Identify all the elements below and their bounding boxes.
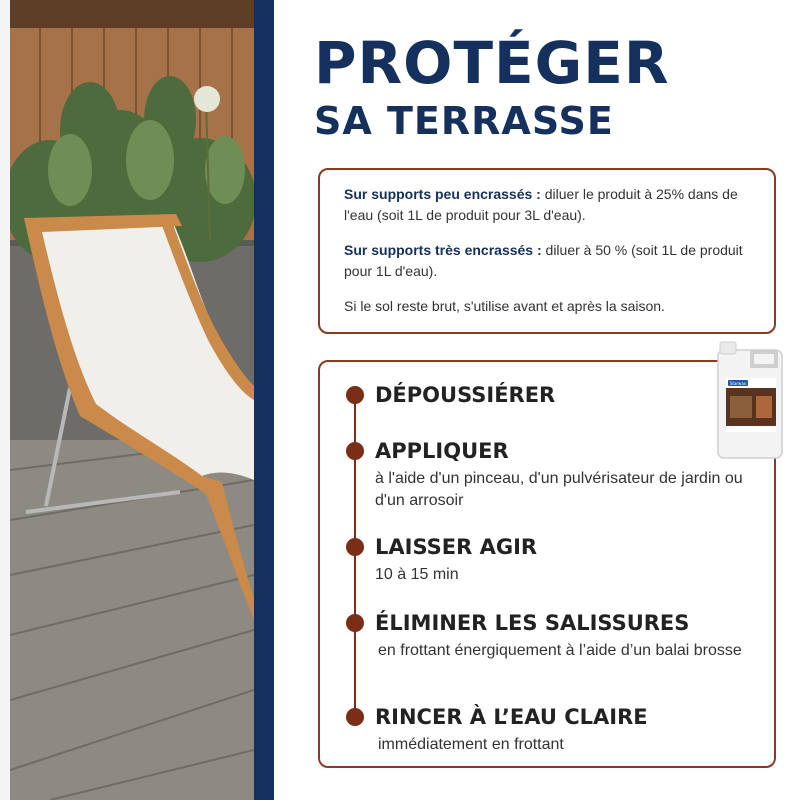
dilution-info-box <box>318 168 776 334</box>
step-bullet-icon <box>346 538 364 556</box>
terrace-chair-illustration <box>10 0 254 800</box>
product-jerrycan-image <box>712 338 786 460</box>
terrace-chair-photo <box>10 0 254 800</box>
navy-divider-band <box>254 0 274 800</box>
step-description: en frottant énergiquement à l’aide d’un balai brosse <box>378 642 742 659</box>
step-description: 10 à 15 min <box>375 566 459 583</box>
page-title <box>314 29 670 143</box>
step-title: APPLIQUER <box>375 439 509 463</box>
step-bullet-icon <box>346 442 364 460</box>
step-description: immédiatement en frottant <box>378 736 564 753</box>
product-brand-label: Starwax <box>729 381 747 386</box>
info-paragraph-season: Si le sol reste brut, s'utilise avant et après la saison. <box>344 298 665 314</box>
info-light-label: Sur supports peu encrassés : <box>344 186 541 202</box>
info-light-text: diluer le produit à 25% dans de l'eau (soit 1L de produit pour 3L d'eau). <box>344 186 738 223</box>
info-heavy-label: Sur supports très encrassés : <box>344 242 542 258</box>
title-line-2: SA TERRASSE <box>314 99 614 143</box>
info-heavy-text: diluer à 50 % (soit 1L de produit pour 1L d'eau). <box>344 242 743 279</box>
info-paragraph-light <box>344 184 754 226</box>
step-bullet-icon <box>346 614 364 632</box>
step-title: DÉPOUSSIÉRER <box>375 383 556 407</box>
step-title: LAISSER AGIR <box>375 535 538 559</box>
step-bullet-icon <box>346 386 364 404</box>
step-title: RINCER À L’EAU CLAIRE <box>375 705 648 729</box>
step-description: à l'aide d'un pinceau, d'un pulvérisateur de jardin ou d'un arrosoir <box>375 470 743 509</box>
step-bullet-icon <box>346 708 364 726</box>
jerrycan-icon <box>712 338 786 460</box>
step-title: ÉLIMINER LES SALISSURES <box>375 611 690 635</box>
info-paragraph-heavy <box>344 240 754 282</box>
title-line-1: PROTÉGER <box>314 29 670 97</box>
left-margin <box>0 0 10 800</box>
